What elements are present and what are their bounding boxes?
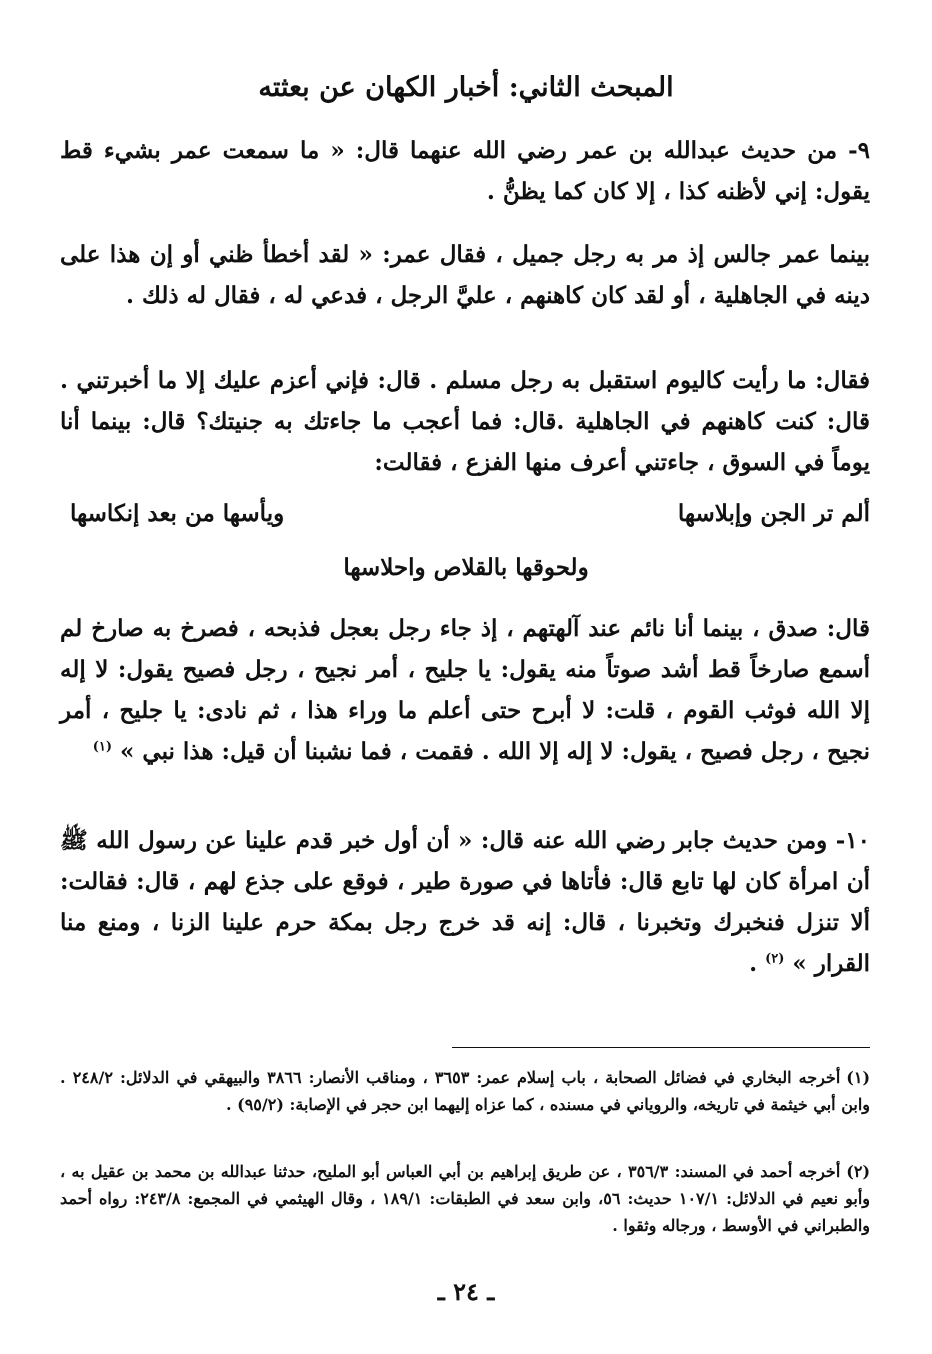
paragraph-sacrifice-text: قال: صدق ، بينما أنا نائم عند آلهتهم ، إذ جاء رجل بعجل فذبحه ، فصرخ به صارخ لم أسمع صارخاً قط أشد صوتاً منه يقول: يا جليح ، أمر نجيح ، رجل فصيح يقول: لا إله إلا الله فوثب القوم ، قلت: لا أبرح حتى أعلم ما وراء هذا ، ثم نادى: يا جليح ، أمر نجيح ، رجل فصيح ، يقول: لا إله إلا الله . فقمت ، فما نشبنا أن قيل: هذا نبي » [60,615,870,765]
footnote-1 [60,1064,870,1118]
paragraph-hadith-10 [60,820,870,984]
section-heading: المبحث الثاني: أخبار الكهان عن بعثته [258,72,674,103]
paragraph-umar-story: بينما عمر جالس إذ مر به رجل جميل ، فقال عمر: « لقد أخطأ ظني أو إن هذا على دينه في الجاهلية ، أو لقد كان كاهنهم ، عليَّ الرجل ، فدعي له ، فقال له ذلك . [60,241,870,309]
footnote-text: أخرجه البخاري في فضائل الصحابة ، باب إسلام عمر: ٣٦٥٣ ، ومناقب الأنصار: ٣٨٦٦ والبيهقي في الدلائل: ٢٤٨/٢ . وابن أبي خيثمة في تاريخه، والروياني في مسنده ، كما عزاه إليهما ابن حجر في الإصابة: (٩٥/٢) . [60,1068,870,1114]
footnote-number: (٢) [846,1162,871,1181]
paragraph-hadith-9: ٩- من حديث عبدالله بن عمر رضي الله عنهما قال: « ما سمعت عمر بشيء قط يقول: إني لأظنه كذا ، إلا كان كما يظنُّ . [60,137,870,205]
footnote-text: أخرجه أحمد في المسند: ٣٥٦/٣ ، عن طريق إبراهيم بن أبي العباس أبو المليح، حدثنا عبدالله بن محمد بن عقيل به ، وأبو نعيم في الدلائل: ١٠٧/١ حديث: ٥٦، وابن سعد في الطبقات: ١٨٩/١ ، وقال الهيثمي في المجمع: ٢٤٣/٨: رواه أحمد والطبراني في الأوسط ، ورجاله وثقوا . [60,1162,871,1235]
paragraph-dialogue: فقال: ما رأيت كاليوم استقبل به رجل مسلم . قال: فإني أعزم عليك إلا ما أخبرتني . قال: كنت كاهنهم في الجاهلية .قال: فما أعجب ما جاءتك به جنيتك؟ قال: بينما أنا يوماً في السوق ، جاءتني أعرف منها الفزع ، فقالت: [60,367,870,476]
verse-line-2: ولحوقها بالقلاص واحلاسها [343,554,589,581]
footnote-number: (١) [846,1068,871,1087]
footnote-ref-1[interactable]: (١) [92,739,113,755]
footnote-separator [452,1047,870,1048]
verse-line-1 [60,494,870,534]
paragraph-sacrifice-story [60,608,870,772]
footnote-ref-2[interactable]: (٢) [765,951,785,967]
verse-hemistich-right: ألم تر الجن وإبلاسها [677,500,870,527]
verse-hemistich-left: ويأسها من بعد إنكاسها [70,500,285,527]
footnote-2 [60,1158,870,1239]
paragraph-hadith-10-text: ١٠- ومن حديث جابر رضي الله عنه قال: « أن أول خبر قدم علينا عن رسول الله ﷺ أن امرأة كان لها تابع قال: فأتاها في صورة طير ، فوقع على جذع لهم ، قال: فقالت: ألا تنزل فنخبرك وتخبرنا ، قال: إنه قد خرج رجل بمكة حرم علينا الزنا ، ومنع منا القرار » [60,827,870,977]
paragraph-hadith-10-end: . [749,950,766,977]
page-number: ـ ٢٤ ـ [437,1277,495,1306]
